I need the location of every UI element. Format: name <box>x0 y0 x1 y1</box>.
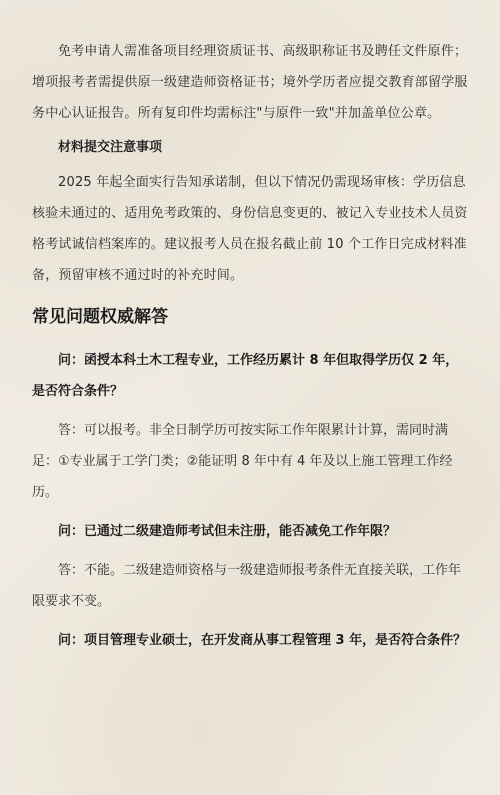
paragraph-exemption-materials: 免考申请人需准备项目经理资质证书、高级职称证书及聘任文件原件；增项报考者需提供原一级建造师资格证书；境外学历者应提交教育部留学服务中心认证报告。所有复印件均需标注"与原件一致"并加盖单位公章。 <box>32 44 468 121</box>
faq-question: 问：已通过二级建造师考试但未注册，能否减免工作年限？ <box>58 524 397 539</box>
faq-item <box>32 516 470 617</box>
faq-item <box>32 625 470 656</box>
faq-answer: 答：可以报考。非全日制学历可按实际工作年限累计计算，需同时满足：①专业属于工学门类；②能证明 8 年中有 4 年及以上施工管理工作经历。 <box>32 423 453 500</box>
section-title-faq: 常见问题权威解答 <box>32 307 168 327</box>
faq-item <box>32 345 470 508</box>
faq-answer: 答：不能。二级建造师资格与一级建造师报考条件无直接关联，工作年限要求不变。 <box>32 563 462 609</box>
subheading-submission-notes: 材料提交注意事项 <box>58 140 163 155</box>
paragraph-submission-rules: 2025 年起全面实行告知承诺制，但以下情况仍需现场审核：学历信息核验未通过的、适用免考政策的、身份信息变更的、被记入专业技术人员资格考试诚信档案库的。建议报考人员在报名截止前 10 个工作日完成材料准备，预留审核不通过时的补充时间。 <box>32 175 468 283</box>
faq-question: 问：函授本科土木工程专业，工作经历累计 8 年但取得学历仅 2 年，是否符合条件？ <box>32 353 459 399</box>
faq-question: 问：项目管理专业硕士，在开发商从事工程管理 3 年，是否符合条件？ <box>58 633 467 648</box>
document-page <box>32 36 470 656</box>
